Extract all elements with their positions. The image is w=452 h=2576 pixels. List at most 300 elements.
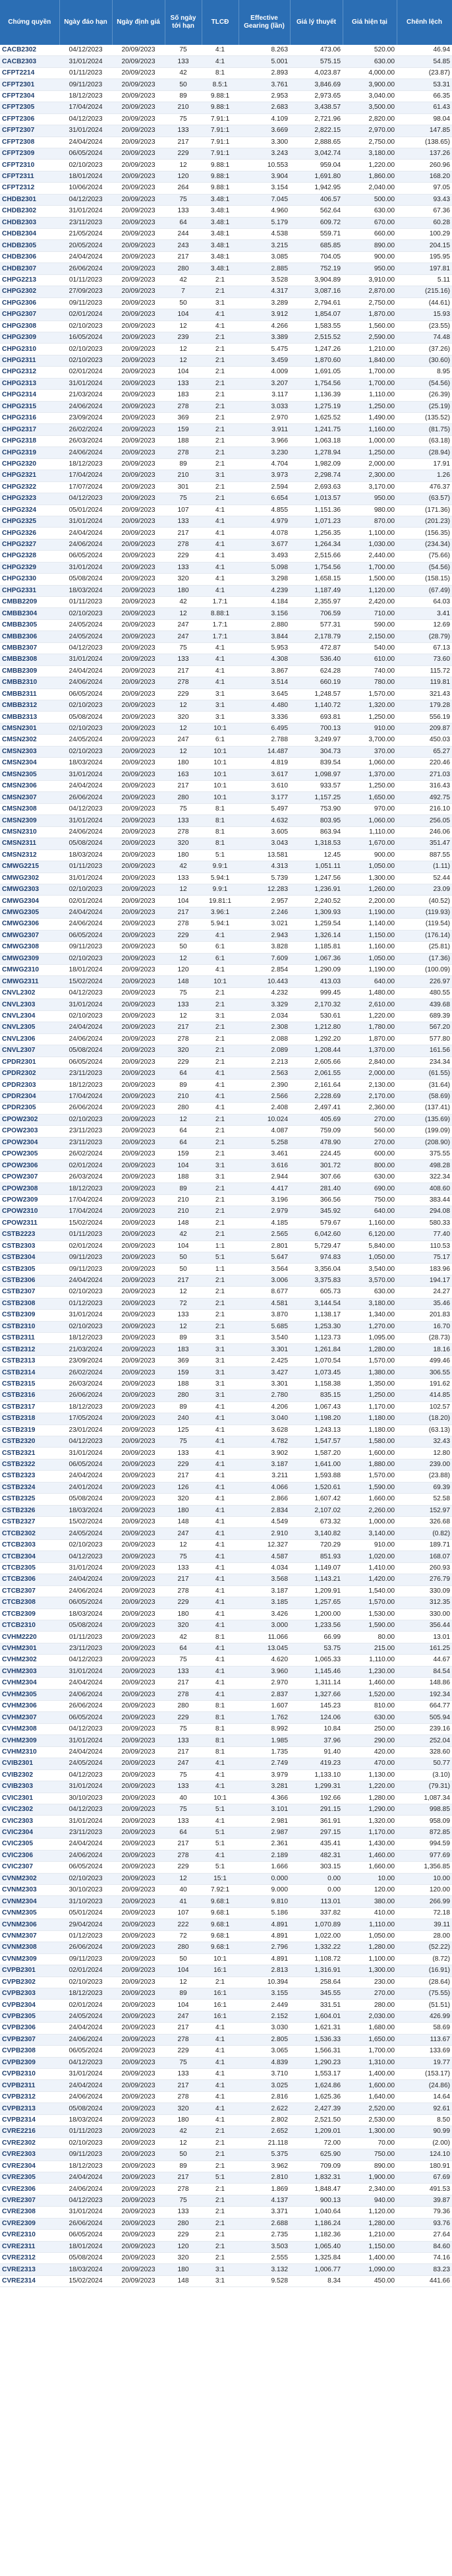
days-to-maturity: 180 [165,1505,202,1516]
current-price: 1,320.00 [343,700,397,711]
effective-gearing: 4.066 [239,1482,290,1493]
table-row [0,1609,452,1620]
days-to-maturity: 280 [165,1942,202,1953]
current-price: 500.00 [343,194,397,205]
effective-gearing: 2.449 [239,2000,290,2011]
warrant-code: CMWG2304 [0,896,59,907]
current-price: 630.00 [343,1712,397,1723]
table-row [0,1896,452,1907]
days-to-maturity: 12 [165,723,202,734]
header-theory-price: Giá lý thuyết [290,0,343,45]
conversion-ratio: 2:1 [202,1033,239,1045]
price-difference: 52.44 [397,873,452,884]
current-price: 890.00 [343,2161,397,2172]
valuation-date: 20/09/2023 [112,2230,165,2241]
warrant-code: CFPT2304 [0,90,59,102]
theoretical-price: 1,332.22 [290,1942,343,1953]
theoretical-price: 419.23 [290,1758,343,1769]
maturity-date: 02/10/2023 [59,1114,112,1125]
days-to-maturity: 217 [165,907,202,918]
table-row [0,263,452,274]
effective-gearing: 12.283 [239,884,290,895]
valuation-date: 20/09/2023 [112,1482,165,1493]
price-difference: (26.39) [397,390,452,401]
days-to-maturity: 247 [165,735,202,746]
days-to-maturity: 180 [165,1609,202,1620]
price-difference: 84.60 [397,2241,452,2252]
price-difference: 23.09 [397,884,452,895]
table-row [0,987,452,998]
conversion-ratio: 9.9:1 [202,884,239,895]
warrant-code: CSTB2305 [0,1264,59,1275]
valuation-date: 20/09/2023 [112,217,165,228]
price-difference: 664.77 [397,1701,452,1712]
header-difference: Chênh lệch [397,0,452,45]
current-price: 910.00 [343,723,397,734]
conversion-ratio: 4:1 [202,2103,239,2114]
days-to-maturity: 229 [165,1057,202,1068]
current-price: 1,860.00 [343,171,397,182]
maturity-date: 23/09/2024 [59,413,112,424]
warrant-code: CVIC2302 [0,1804,59,1815]
warrant-code: CHPG2321 [0,470,59,481]
header-ratio: TLCĐ [202,0,239,45]
current-price: 710.00 [343,608,397,619]
current-price: 1,220.00 [343,1010,397,1022]
effective-gearing: 12.327 [239,1539,290,1550]
price-difference: 14.64 [397,2091,452,2102]
theoretical-price: 37.96 [290,1735,343,1746]
effective-gearing: 4.480 [239,700,290,711]
price-difference: (199.09) [397,1126,452,1137]
maturity-date: 24/06/2024 [59,1033,112,1045]
effective-gearing: 9.000 [239,1885,290,1896]
table-row [0,665,452,677]
valuation-date: 20/09/2023 [112,1827,165,1838]
conversion-ratio: 4:1 [202,1448,239,1459]
effective-gearing: 3.503 [239,2241,290,2252]
days-to-maturity: 104 [165,367,202,378]
maturity-date: 01/11/2023 [59,1632,112,1643]
table-row [0,677,452,689]
days-to-maturity: 229 [165,1597,202,1609]
table-row [0,1252,452,1263]
price-difference: (176.14) [397,930,452,941]
table-row [0,113,452,125]
price-difference: 15.93 [397,309,452,321]
current-price: 1,490.00 [343,413,397,424]
valuation-date: 20/09/2023 [112,1022,165,1033]
table-row [0,79,452,90]
days-to-maturity: 133 [165,125,202,137]
price-difference: 102.57 [397,1401,452,1413]
conversion-ratio: 4:1 [202,1655,239,1666]
current-price: 1,160.00 [343,1217,397,1229]
maturity-date: 06/05/2024 [59,1057,112,1068]
valuation-date: 20/09/2023 [112,1919,165,1930]
table-row [0,1723,452,1734]
days-to-maturity: 180 [165,585,202,596]
price-difference: 567.20 [397,1022,452,1033]
theoretical-price: 1,691.05 [290,367,343,378]
warrant-code: CTCB2310 [0,1620,59,1631]
maturity-date: 23/01/2024 [59,1425,112,1436]
warrant-code: CHPG2309 [0,332,59,343]
warrant-code: CFPT2307 [0,125,59,137]
maturity-date: 02/01/2024 [59,896,112,907]
valuation-date: 20/09/2023 [112,2091,165,2102]
maturity-date: 04/12/2023 [59,1723,112,1734]
price-difference: (28.79) [397,631,452,642]
table-row [0,597,452,608]
effective-gearing: 3.605 [239,826,290,838]
table-row [0,781,452,792]
theoretical-price: 1,247.26 [290,344,343,355]
current-price: 1,570.00 [343,689,397,700]
valuation-date: 20/09/2023 [112,148,165,159]
table-row [0,2011,452,2022]
warrant-code: CHPG2308 [0,321,59,332]
current-price: 1,520.00 [343,1689,397,1700]
days-to-maturity: 369 [165,1355,202,1366]
table-row [0,1298,452,1309]
maturity-date: 31/01/2024 [59,873,112,884]
conversion-ratio: 4:1 [202,1080,239,1091]
current-price: 1,840.00 [343,355,397,366]
table-row [0,367,452,378]
conversion-ratio: 2:1 [202,286,239,297]
price-difference: 67.13 [397,642,452,654]
valuation-date: 20/09/2023 [112,263,165,274]
current-price: 1,150.00 [343,2241,397,2252]
conversion-ratio: 10:1 [202,792,239,803]
days-to-maturity: 133 [165,815,202,826]
warrant-code: CVIB2302 [0,1769,59,1781]
days-to-maturity: 180 [165,2264,202,2275]
price-difference: 16.70 [397,1321,452,1332]
current-price: 1,570.00 [343,1471,397,1482]
conversion-ratio: 19.81:1 [202,896,239,907]
valuation-date: 20/09/2023 [112,677,165,689]
maturity-date: 05/08/2024 [59,574,112,585]
days-to-maturity: 75 [165,113,202,125]
valuation-date: 20/09/2023 [112,2253,165,2264]
conversion-ratio: 5:1 [202,1827,239,1838]
maturity-date: 15/02/2024 [59,1217,112,1229]
days-to-maturity: 64 [165,217,202,228]
valuation-date: 20/09/2023 [112,1907,165,1918]
warrant-code: CMBB2305 [0,619,59,630]
days-to-maturity: 229 [165,930,202,941]
conversion-ratio: 3.48:1 [202,251,239,262]
days-to-maturity: 89 [165,90,202,102]
table-row [0,953,452,964]
valuation-date: 20/09/2023 [112,1310,165,1321]
theoretical-price: 0.00 [290,1885,343,1896]
price-difference: (158.15) [397,574,452,585]
conversion-ratio: 2:1 [202,413,239,424]
current-price: 1,180.00 [343,1413,397,1425]
valuation-date: 20/09/2023 [112,137,165,148]
effective-gearing: 4.034 [239,1562,290,1574]
price-difference: 79.36 [397,2207,452,2218]
current-price: 1,430.00 [343,1839,397,1850]
warrant-code: CHPG2322 [0,481,59,493]
valuation-date: 20/09/2023 [112,1494,165,1505]
warrant-code: CMWG2305 [0,907,59,918]
current-price: 1,580.00 [343,1436,397,1447]
effective-gearing: 4.819 [239,758,290,769]
effective-gearing: 3.215 [239,240,290,251]
maturity-date: 26/06/2024 [59,1701,112,1712]
price-difference: 13.01 [397,1632,452,1643]
current-price: 2,170.00 [343,1091,397,1102]
current-price: 2,150.00 [343,631,397,642]
valuation-date: 20/09/2023 [112,505,165,516]
price-difference: (215.16) [397,286,452,297]
maturity-date: 18/12/2023 [59,1183,112,1194]
table-row [0,965,452,976]
days-to-maturity: 217 [165,2172,202,2183]
theoretical-price: 693.81 [290,712,343,723]
valuation-date: 20/09/2023 [112,79,165,90]
price-difference: 98.04 [397,113,452,125]
maturity-date: 18/03/2024 [59,2114,112,2126]
price-difference: (63.57) [397,493,452,505]
days-to-maturity: 50 [165,942,202,953]
days-to-maturity: 12 [165,608,202,619]
days-to-maturity: 12 [165,1873,202,1884]
effective-gearing: 2.893 [239,67,290,78]
days-to-maturity: 64 [165,1068,202,1079]
days-to-maturity: 107 [165,1907,202,1918]
effective-gearing: 3.281 [239,1781,290,1793]
table-row [0,1988,452,1999]
maturity-date: 29/04/2024 [59,1919,112,1930]
warrant-code: CFPT2310 [0,160,59,171]
warrant-code: CVNM2302 [0,1873,59,1884]
current-price: 910.00 [343,1539,397,1550]
valuation-date: 20/09/2023 [112,2046,165,2057]
effective-gearing: 3.564 [239,1264,290,1275]
price-difference: 39.11 [397,1919,452,1930]
table-row [0,1114,452,1125]
table-row [0,435,452,446]
maturity-date: 04/12/2023 [59,45,112,56]
price-difference: 92.61 [397,2103,452,2114]
effective-gearing: 3.973 [239,470,290,481]
price-difference: (135.69) [397,1114,452,1125]
price-difference: (28.64) [397,1977,452,1988]
conversion-ratio: 4:1 [202,1401,239,1413]
table-row [0,2057,452,2068]
maturity-date: 04/12/2023 [59,1551,112,1562]
theoretical-price: 2,298.74 [290,470,343,481]
theoretical-price: 53.75 [290,1643,343,1654]
effective-gearing: 10.024 [239,1114,290,1125]
valuation-date: 20/09/2023 [112,1448,165,1459]
warrant-code: CMBB2308 [0,654,59,665]
price-difference: 60.28 [397,217,452,228]
effective-gearing: 8.263 [239,45,290,56]
theoretical-price: 406.57 [290,194,343,205]
conversion-ratio: 2:1 [202,2126,239,2137]
theoretical-price: 673.32 [290,1517,343,1528]
theoretical-price: 1,198.20 [290,1413,343,1425]
days-to-maturity: 133 [165,378,202,389]
table-row [0,1953,452,1965]
conversion-ratio: 2:1 [202,435,239,446]
theoretical-price: 1,854.07 [290,309,343,321]
maturity-date: 23/11/2023 [59,1137,112,1148]
effective-gearing: 5.497 [239,803,290,814]
effective-gearing: 2.683 [239,102,290,113]
valuation-date: 20/09/2023 [112,1068,165,1079]
conversion-ratio: 2:1 [202,274,239,286]
current-price: 380.00 [343,1896,397,1907]
days-to-maturity: 41 [165,1896,202,1907]
theoretical-price: 1,151.36 [290,505,343,516]
price-difference: 577.80 [397,1033,452,1045]
maturity-date: 02/10/2023 [59,355,112,366]
maturity-date: 10/06/2024 [59,183,112,194]
valuation-date: 20/09/2023 [112,953,165,964]
table-row [0,1401,452,1413]
maturity-date: 31/01/2024 [59,1562,112,1574]
price-difference: 72.18 [397,1907,452,1918]
warrant-code: CMWG2307 [0,930,59,941]
conversion-ratio: 9.68:1 [202,1896,239,1907]
theoretical-price: 706.59 [290,608,343,619]
days-to-maturity: 247 [165,631,202,642]
conversion-ratio: 8:1 [202,815,239,826]
valuation-date: 20/09/2023 [112,2080,165,2091]
days-to-maturity: 133 [165,1781,202,1793]
days-to-maturity: 264 [165,183,202,194]
effective-gearing: 3.000 [239,1620,290,1631]
theoretical-price: 5,729.47 [290,1241,343,1252]
price-difference: 194.17 [397,1275,452,1286]
warrant-code: CSTB2313 [0,1355,59,1366]
effective-gearing: 3.025 [239,2080,290,2091]
warrant-code: CVPB2313 [0,2103,59,2114]
conversion-ratio: 3:1 [202,712,239,723]
theoretical-price: 1,133.10 [290,1769,343,1781]
price-difference: 152.97 [397,1505,452,1516]
effective-gearing: 3.033 [239,401,290,412]
current-price: 1,250.00 [343,781,397,792]
current-price: 660.00 [343,229,397,240]
days-to-maturity: 244 [165,229,202,240]
theoretical-price: 1,070.89 [290,1919,343,1930]
table-row [0,1597,452,1609]
current-price: 1,290.00 [343,1804,397,1815]
conversion-ratio: 4:1 [202,1551,239,1562]
effective-gearing: 4.417 [239,1183,290,1194]
maturity-date: 18/12/2023 [59,1080,112,1091]
conversion-ratio: 3:1 [202,470,239,481]
theoretical-price: 2,228.69 [290,1091,343,1102]
days-to-maturity: 280 [165,2218,202,2229]
current-price: 1,150.00 [343,930,397,941]
price-difference: 35.46 [397,1298,452,1309]
days-to-maturity: 89 [165,458,202,470]
conversion-ratio: 10:1 [202,976,239,987]
valuation-date: 20/09/2023 [112,1804,165,1815]
table-row [0,67,452,78]
current-price: 250.00 [343,1723,397,1734]
theoretical-price: 562.64 [290,206,343,217]
conversion-ratio: 3:1 [202,1010,239,1022]
maturity-date: 02/01/2024 [59,1241,112,1252]
table-row [0,528,452,539]
theoretical-price: 1,200.00 [290,1609,343,1620]
valuation-date: 20/09/2023 [112,631,165,642]
current-price: 3,500.00 [343,102,397,113]
days-to-maturity: 12 [165,1977,202,1988]
warrant-code: CVNM2309 [0,1953,59,1965]
warrant-code: CNVL2306 [0,1033,59,1045]
theoretical-price: 1,157.25 [290,792,343,803]
maturity-date: 31/01/2024 [59,769,112,780]
valuation-date: 20/09/2023 [112,274,165,286]
effective-gearing: 5.098 [239,562,290,573]
maturity-date: 18/01/2024 [59,2241,112,2252]
effective-gearing: 2.837 [239,1689,290,1700]
days-to-maturity: 12 [165,344,202,355]
days-to-maturity: 50 [165,79,202,90]
maturity-date: 17/04/2024 [59,1091,112,1102]
days-to-maturity: 210 [165,1091,202,1102]
maturity-date: 02/10/2023 [59,1287,112,1298]
price-difference: (119.93) [397,907,452,918]
conversion-ratio: 9.68:1 [202,1942,239,1953]
theoretical-price: 1,149.07 [290,1562,343,1574]
maturity-date: 17/05/2024 [59,1413,112,1425]
header-valuation: Ngày định giá [112,0,165,45]
effective-gearing: 3.844 [239,631,290,642]
days-to-maturity: 320 [165,1494,202,1505]
valuation-date: 20/09/2023 [112,401,165,412]
days-to-maturity: 217 [165,1839,202,1850]
days-to-maturity: 183 [165,390,202,401]
warrant-code: CSTB2223 [0,1229,59,1241]
theoretical-price: 1,278.94 [290,447,343,458]
theoretical-price: 2,605.66 [290,1057,343,1068]
current-price: 950.00 [343,263,397,274]
table-row [0,1965,452,1977]
current-price: 1,220.00 [343,1781,397,1793]
effective-gearing: 3.243 [239,148,290,159]
theoretical-price: 303.15 [290,1862,343,1873]
table-row [0,183,452,194]
warrant-code: CVIC2307 [0,1862,59,1873]
conversion-ratio: 10:1 [202,781,239,792]
days-to-maturity: 75 [165,45,202,56]
header-gearing: Effective Gearing (lần) [239,0,290,45]
current-price: 270.00 [343,1114,397,1125]
conversion-ratio: 4:1 [202,1643,239,1654]
maturity-date: 24/04/2024 [59,781,112,792]
theoretical-price: 1,982.09 [290,458,343,470]
days-to-maturity: 42 [165,2126,202,2137]
table-row [0,1930,452,1942]
valuation-date: 20/09/2023 [112,999,165,1010]
warrant-code: CSTB2319 [0,1425,59,1436]
effective-gearing: 3.389 [239,332,290,343]
table-row [0,1275,452,1286]
price-difference: 408.60 [397,1183,452,1194]
